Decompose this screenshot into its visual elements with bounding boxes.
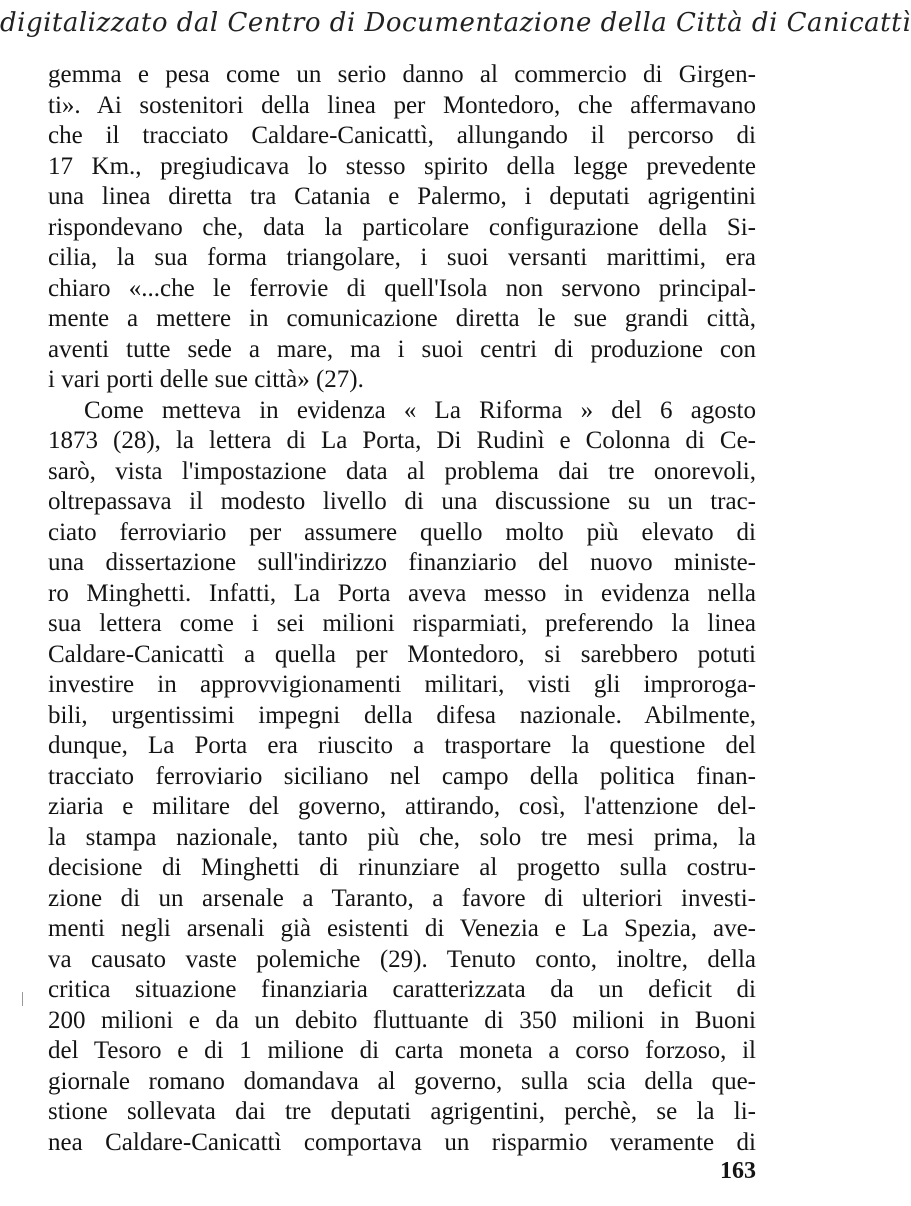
margin-mark (22, 992, 23, 1006)
text-line: una dissertazione sull'indirizzo finanziario del nuovo ministe- (48, 549, 756, 576)
text-line: zione di un arsenale a Taranto, a favore di ulteriori investi- (48, 884, 756, 912)
digitization-watermark: digitalizzato dal Centro di Documentazione della Città di Canicattì (0, 8, 911, 38)
text-line: giornale romano domandava al governo, sulla scia della que- (48, 1067, 756, 1095)
text-line: ti». Ai sostenitori della linea per Montedoro, che affermavano (48, 91, 756, 119)
text-line: tracciato ferroviario siciliano nel campo della politica finan- (48, 762, 756, 790)
text-line: ro Minghetti. Infatti, La Porta aveva messo in evidenza nella (48, 579, 756, 607)
text-line: aventi tutte sede a mare, ma i suoi centri di produzione con (48, 335, 756, 363)
text-line: va causato vaste polemiche (29). Tenuto conto, inoltre, della (48, 945, 756, 973)
text-line: nea Caldare-Canicattì comportava un risparmio veramente di (48, 1128, 756, 1156)
text-line: Caldare-Canicattì a quella per Montedoro, si sarebbero potuti (48, 640, 756, 668)
text-line: del Tesoro e di 1 milione di carta moneta a corso forzoso, il (48, 1037, 756, 1064)
text-line: rispondevano che, data la particolare configurazione della Si- (48, 213, 756, 241)
text-line: i vari porti delle sue città» (27). (48, 366, 364, 393)
text-line: 1873 (28), la lettera di La Porta, Di Rudinì e Colonna di Ce- (48, 427, 756, 454)
page-number: 163 (720, 1158, 756, 1184)
text-line: investire in approvvigionamenti militari, visti gli improroga- (48, 671, 756, 698)
text-line: Come metteva in evidenza « La Riforma » del 6 agosto (84, 396, 756, 424)
text-line: critica situazione finanziaria caratterizzata da un deficit di (48, 976, 756, 1003)
text-line: oltrepassava il modesto livello di una discussione su un trac- (48, 488, 756, 515)
text-line: la stampa nazionale, tanto più che, solo tre mesi prima, la (48, 823, 756, 851)
text-line: bili, urgentissimi impegni della difesa nazionale. Abilmente, (48, 701, 756, 729)
text-line: sarò, vista l'impostazione data al problema dai tre onorevoli, (48, 457, 756, 485)
text-line: gemma e pesa come un serio danno al commercio di Girgen- (48, 61, 756, 88)
text-line: una linea diretta tra Catania e Palermo, i deputati agrigentini (48, 183, 756, 210)
text-line: ciato ferroviario per assumere quello molto più elevato di (48, 518, 756, 546)
text-line: 17 Km., pregiudicava lo stesso spirito della legge prevedente (48, 152, 756, 180)
body-text (48, 60, 756, 1158)
text-line: stione sollevata dai tre deputati agrigentini, perchè, se la li- (48, 1098, 756, 1125)
text-line: chiaro «...che le ferrovie di quell'Isola non servono principal- (48, 274, 756, 302)
text-line: mente a mettere in comunicazione diretta le sue grandi città, (48, 305, 756, 332)
text-line: 200 milioni e da un debito fluttuante di 350 milioni in Buoni (48, 1006, 756, 1034)
text-line: cilia, la sua forma triangolare, i suoi versanti marittimi, era (48, 244, 756, 271)
text-line: menti negli arsenali già esistenti di Venezia e La Spezia, ave- (48, 915, 756, 942)
text-line: dunque, La Porta era riuscito a trasportare la questione del (48, 732, 756, 759)
text-line: sua lettera come i sei milioni risparmiati, preferendo la linea (48, 610, 756, 637)
text-line: ziaria e militare del governo, attirando, così, l'attenzione del- (48, 793, 756, 820)
text-line: che il tracciato Caldare-Canicattì, allungando il percorso di (48, 122, 756, 149)
text-line: decisione di Minghetti di rinunziare al progetto sulla costru- (48, 854, 756, 881)
